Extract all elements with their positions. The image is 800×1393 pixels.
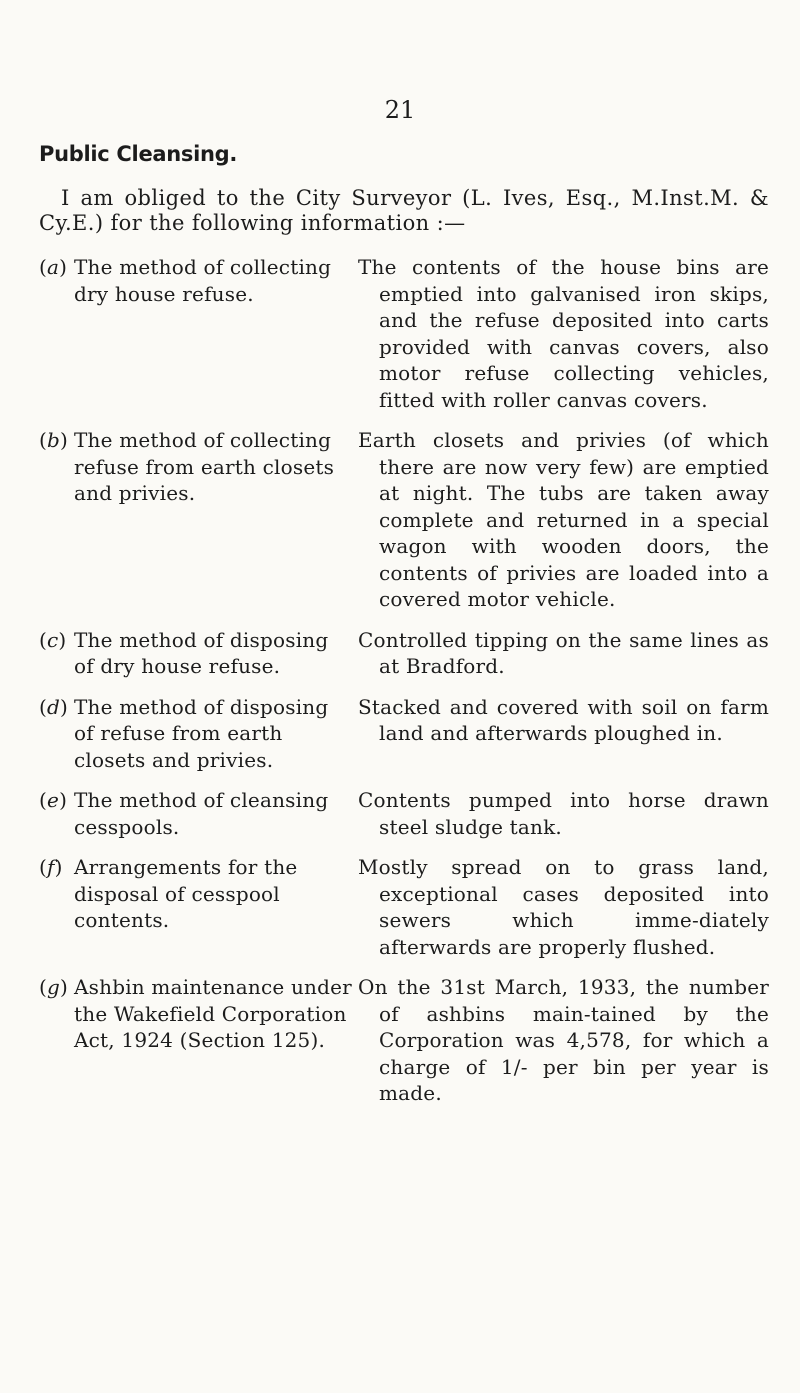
information-list (39, 254, 769, 1121)
item-subject: The method of cleansing cesspools. (74, 788, 329, 839)
item-label: (a) (39, 255, 68, 279)
list-item (39, 974, 769, 1107)
item-detail: Controlled tipping on the same lines as at Bradford. (358, 627, 769, 678)
item-label: (g) (39, 975, 69, 999)
item-label: (e) (39, 788, 68, 812)
item-subject: The method of collecting refuse from earth closets and privies. (74, 428, 335, 505)
list-item (39, 254, 769, 413)
list-item (39, 694, 769, 774)
item-detail: Contents pumped into horse drawn steel sludge tank. (358, 788, 769, 839)
list-item (39, 854, 769, 960)
item-subject: The method of collecting dry house refuse. (74, 255, 332, 306)
item-label: (c) (39, 627, 67, 652)
item-detail: The contents of the house bins are emptied into galvanised iron skips, and the refuse deposited into carts provided with canvas covers, also motor refuse collecting vehicles, fitted with roller canvas covers. (358, 255, 769, 412)
item-label: (f) (39, 855, 63, 879)
list-item (39, 627, 769, 680)
item-detail: Stacked and covered with soil on farm land and afterwards ploughed in. (358, 694, 769, 745)
intro-paragraph: I am obliged to the City Surveyor (L. Ives, Esq., M.Inst.M. & Cy.E.) for the following information :— (39, 186, 769, 235)
page-number: 21 (384, 96, 416, 124)
item-subject: The method of disposing of refuse from earth closets and privies. (74, 694, 329, 772)
item-detail: Mostly spread on to grass land, exceptional cases deposited into sewers which imme-diately afterwards are properly flushed. (358, 855, 769, 959)
item-label: (b) (39, 428, 69, 452)
item-subject: Arrangements for the disposal of cesspool contents. (74, 855, 298, 932)
item-detail: Earth closets and privies (of which there are now very few) are emptied at night. The tubs are taken away complete and returned in a special wagon with wooden doors, the contents of privies are loaded into a covered motor vehicle. (358, 428, 769, 611)
item-subject: Ashbin maintenance under the Wakefield Corporation Act, 1924 (Section 125). (74, 975, 352, 1052)
item-label: (d) (39, 694, 69, 719)
section-heading: Public Cleansing. (39, 142, 238, 166)
list-item (39, 427, 769, 613)
item-detail: On the 31st March, 1933, the number of ashbins main-tained by the Corporation was 4,578, for which a charge of 1/- per bin per year is made. (358, 975, 769, 1105)
item-subject: The method of disposing of dry house refuse. (74, 627, 329, 678)
list-item (39, 787, 769, 840)
